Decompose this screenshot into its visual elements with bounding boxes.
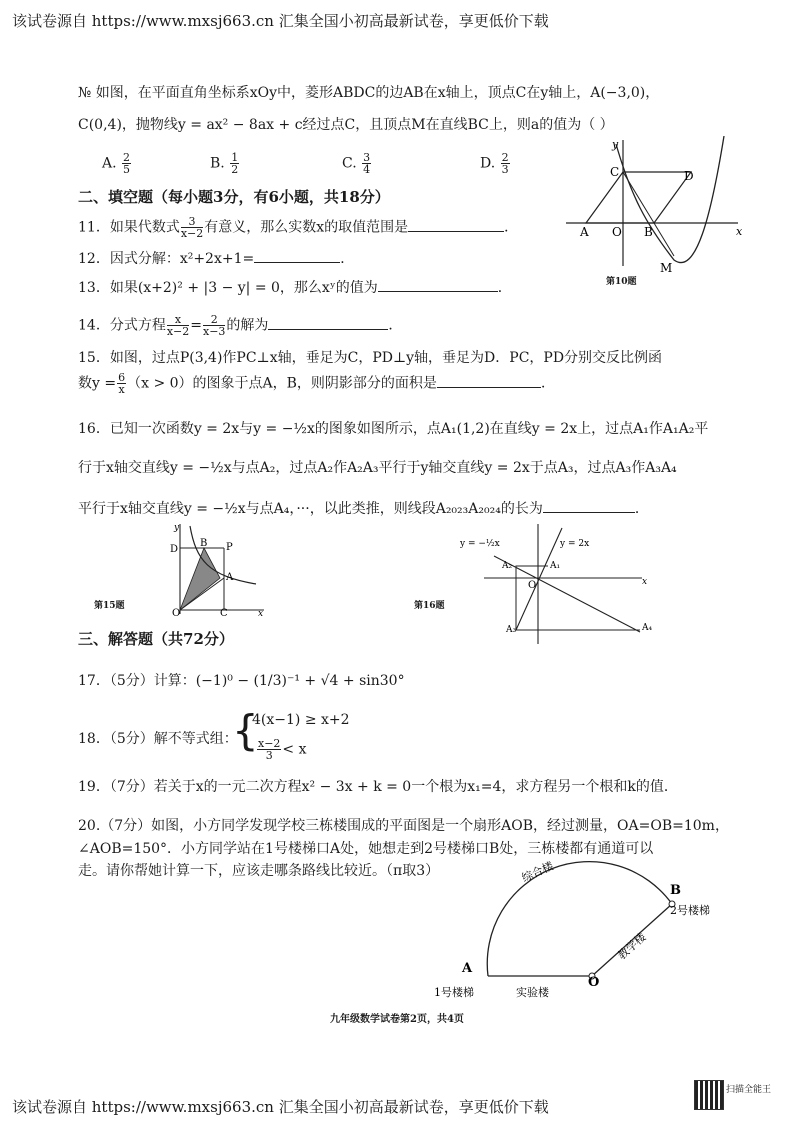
figure-15 <box>160 520 270 616</box>
fig16-label-a1: A₁ <box>550 561 561 571</box>
q18-label: 18．（5分）解不等式组： <box>78 731 238 747</box>
fig20-label-lab: 实验楼 <box>516 986 549 999</box>
q18-inequality-2: $\frac{x-2}{3}$ < x <box>258 737 307 762</box>
source-footer: 该试卷源自 https://www.mxsj663.cn 汇集全国小初高最新试卷，享更低价下载 <box>12 1098 549 1116</box>
page-footer: 九年级数学试卷第2页，共4页 <box>330 1014 464 1025</box>
fig15-label-p: P <box>226 542 233 553</box>
fig16-label-line1: y = −½x <box>460 539 500 549</box>
fig20-label-o: O <box>588 975 600 990</box>
figure-16 <box>456 520 664 648</box>
fig10-label-y: y <box>612 138 619 151</box>
fig16-label-line2: y = 2x <box>560 539 590 549</box>
fig10-label-b: B <box>644 225 653 239</box>
q10-option-a: A. $\frac{2}{5}$ <box>102 151 131 176</box>
q15-line1: 15．如图，过点P(3,4)作PC⊥x轴，垂足为C，PD⊥y轴，垂足为D．PC，PD分别交反比例函 <box>78 350 663 366</box>
fig20-label-a: A <box>462 961 473 976</box>
fig20-label-stair1: 1号楼梯 <box>434 986 474 999</box>
q10-option-b: B. $\frac{1}{2}$ <box>210 151 239 176</box>
fig20-label-b: B <box>670 883 681 898</box>
q10-line1: № 如图，在平面直角坐标系xOy中，菱形ABDC的边AB在x轴上，顶点C在y轴上，A(−3,0)， <box>78 85 660 101</box>
fig16-label-a4: A₄ <box>642 623 653 633</box>
q16-line2: 行于x轴交直线y = −½x与点A₂，过点A₂作A₂A₃平行于y轴交直线y = 2x于点A₃，过点A₃作A₃A₄ <box>78 460 677 476</box>
fig20-label-stair2: 2号楼梯 <box>670 904 710 917</box>
fig15-label-o: O <box>172 608 181 616</box>
q16-line3: 平行于x轴交直线y = −½x与点A₄，···，以此类推，则线段A₂₀₂₃A₂₀₂₄的长为 ． <box>78 501 649 517</box>
q10-option-c: C. $\frac{3}{4}$ <box>342 151 371 176</box>
fig16-label-a2: A₂ <box>502 561 513 571</box>
fig15-label-d: D <box>170 544 179 555</box>
q17: 17．（5分）计算：(−1)⁰ − (1/3)⁻¹ + √4 + sin30° <box>78 673 405 689</box>
q10-option-d: D. $\frac{2}{3}$ <box>480 151 509 176</box>
fig16-caption: 第16题 <box>414 601 445 611</box>
source-header: 该试卷源自 https://www.mxsj663.cn 汇集全国小初高最新试卷，享更低价下载 <box>12 12 549 30</box>
fig16-label-a3: A₃ <box>506 625 517 635</box>
fig20-label-teaching: 教学楼 <box>615 930 649 963</box>
q16-line1: 16．已知一次函数y = 2x与y = −½x的图象如图所示，点A₁(1,2)在直线y = 2x上，过点A₁作A₁A₂平 <box>78 421 709 437</box>
fig10-label-o: O <box>612 225 622 239</box>
fig16-label-o: O <box>528 580 537 591</box>
fig16-label-x: x <box>642 577 648 587</box>
figure-10 <box>556 136 746 276</box>
q10-line2: C(0,4)，抛物线y = ax² − 8ax + c经过点C，且顶点M在直线BC上，则a的值为（ ） <box>78 117 614 133</box>
fig10-label-d: D <box>684 169 694 183</box>
section2-heading: 二、填空题（每小题3分，有6小题，共18分） <box>78 188 390 206</box>
q20-line2: ∠AOB=150°．小方同学站在1号楼梯口A处，她想走到2号楼梯口B处，三栋楼都有通道可以 <box>78 841 654 857</box>
fig15-label-a: A <box>226 572 234 583</box>
qr-code-icon <box>694 1080 724 1110</box>
q20-line1: 20.（7分）如图，小方同学发现学校三栋楼围成的平面图是一个扇形AOB，经过测量，OA=OB=10m， <box>78 818 729 834</box>
fig10-caption: 第10题 <box>606 277 637 287</box>
q19: 19．（7分）若关于x的一元二次方程x² − 3x + k = 0一个根为x₁=4，求方程另一个根和k的值． <box>78 779 678 795</box>
fig15-label-y: y <box>174 523 180 533</box>
fig10-label-x: x <box>736 225 743 238</box>
q12: 12．因式分解：x²+2x+1= ． <box>78 251 355 267</box>
q11: 11．如果代数式 $\frac{3}{x-2}$ 有意义，那么实数x的取值范围是 ． <box>78 215 519 240</box>
q18-brace: { <box>232 706 259 755</box>
fig15-label-x: x <box>258 609 264 616</box>
figure-20 <box>420 858 740 1010</box>
fig10-label-m: M <box>660 261 673 275</box>
q13: 13．如果(x+2)² + |3 − y| = 0，那么xʸ的值为 ． <box>78 280 512 296</box>
fig15-label-b: B <box>200 538 208 549</box>
fig10-label-c: C <box>610 165 620 179</box>
q15-line2: 数y = $\frac{6}{x}$ （x > 0）的图象于点A，B，则阴影部分的面积是 ． <box>78 371 555 396</box>
q14: 14．分式方程 $\frac{x}{x-2}$ = $\frac{2}{x-3}$ 的解为 ． <box>78 313 403 338</box>
fig20-label-arc: 综合楼 <box>519 859 556 885</box>
scanner-logo: 扫描全能王 <box>726 1085 772 1095</box>
q18-inequality-1: 4(x−1) ≥ x+2 <box>252 712 350 728</box>
fig15-caption: 第15题 <box>94 601 125 611</box>
fig15-label-c: C <box>220 608 228 616</box>
fig10-label-a: A <box>580 225 589 239</box>
q20-line3: 走。请你帮她计算一下，应该走哪条路线比较近。（π取3） <box>78 863 440 879</box>
section3-heading: 三、解答题（共72分） <box>78 630 234 648</box>
